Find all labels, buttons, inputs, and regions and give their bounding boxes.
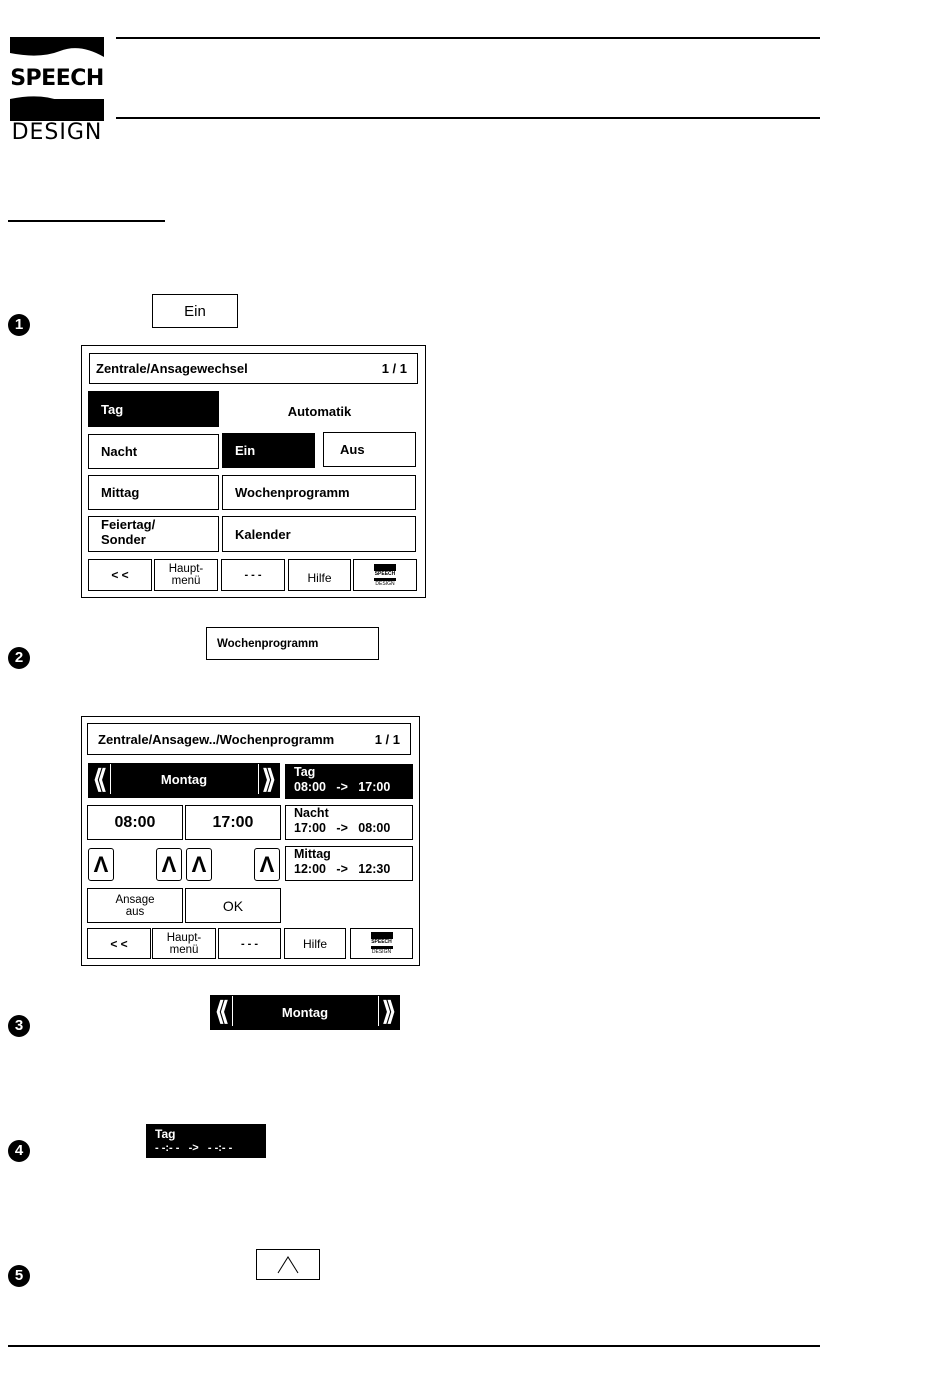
slot-nacht-name: Nacht	[294, 806, 329, 820]
more-button[interactable]	[218, 928, 281, 959]
slot-mittag-to: 12:30	[358, 862, 391, 876]
logo-icon-design: DESIGN	[371, 949, 392, 955]
screen2-title-bar	[87, 723, 411, 755]
header-rule-top	[116, 37, 820, 39]
up-arrow-icon: Λ	[259, 851, 275, 877]
ein-toggle-button[interactable]	[222, 433, 315, 468]
slot-tag-callout-times: - -:- - -> - -:- -	[155, 1142, 233, 1154]
prev-day-icon[interactable]: ⟪	[212, 996, 233, 1026]
mode-feiertag-label-1: Feiertag/	[101, 517, 156, 532]
day-selector-callout[interactable]	[210, 995, 400, 1030]
step-4-marker: 4	[8, 1140, 30, 1162]
logo-speech-text: SPEECH	[10, 66, 104, 91]
slot-tag[interactable]	[285, 764, 413, 799]
screen1-title-bar	[89, 353, 418, 384]
hilfe-label: Hilfe	[302, 936, 327, 951]
time-to-field[interactable]	[185, 805, 281, 840]
day-callout-label: Montag	[281, 1005, 329, 1020]
ein-toggle-label: Ein	[235, 443, 256, 458]
logo-button[interactable]	[350, 928, 413, 959]
back-label: < <	[111, 568, 129, 582]
hilfe-label: Hilfe	[307, 571, 332, 585]
mode-nacht-button[interactable]	[88, 434, 219, 469]
slot-tag-times	[286, 780, 412, 795]
hauptmenu-button[interactable]	[152, 928, 216, 959]
more-label: - - -	[244, 569, 262, 581]
up-arrow-callout-button[interactable]	[256, 1249, 320, 1280]
slot-mittag-times	[286, 862, 412, 877]
hour-to-up-button[interactable]	[186, 848, 212, 881]
slot-nacht-to: 08:00	[358, 821, 391, 835]
slot-mittag[interactable]	[285, 846, 413, 881]
wochenprogramm-button[interactable]	[222, 475, 416, 510]
header-rule-bottom	[116, 117, 820, 119]
logo-design-text: DESIGN	[11, 120, 103, 145]
slot-tag-from: 08:00	[294, 780, 326, 794]
back-button[interactable]	[87, 928, 151, 959]
logo-button[interactable]	[353, 559, 417, 591]
step-5-marker: 5	[8, 1265, 30, 1287]
slot-tag-to: 17:00	[358, 780, 391, 794]
minute-from-up-button[interactable]	[156, 848, 182, 881]
hauptmenu-label-1: Haupt-	[166, 931, 202, 944]
wochenprogramm-callout-label: Wochenprogramm	[217, 637, 319, 650]
mode-feiertag-button[interactable]	[88, 516, 219, 552]
mode-mittag-label: Mittag	[101, 485, 140, 500]
slot-nacht[interactable]	[285, 805, 413, 840]
time-from-field[interactable]	[87, 805, 183, 840]
step-1-marker: 1	[8, 314, 30, 336]
step-3-marker: 3	[8, 1015, 30, 1037]
automatik-label: Automatik	[287, 404, 352, 419]
minute-to-up-button[interactable]	[254, 848, 280, 881]
screen1-title: Zentrale/Ansagewechsel	[96, 361, 248, 376]
ok-label: OK	[222, 897, 244, 914]
wochenprogramm-callout-button[interactable]	[206, 627, 379, 660]
back-label: < <	[110, 936, 128, 951]
hilfe-button[interactable]	[284, 928, 346, 959]
logo-icon-design: DESIGN	[375, 580, 395, 587]
ein-button-label: Ein	[184, 302, 206, 320]
kalender-label: Kalender	[235, 526, 291, 542]
ein-button[interactable]	[152, 294, 238, 328]
more-label: - - -	[240, 937, 259, 950]
slot-nacht-arrow: ->	[336, 821, 348, 835]
mode-nacht-label: Nacht	[101, 444, 138, 459]
hauptmenu-label-2: menü	[171, 575, 201, 587]
ansage-label-1: Ansage	[115, 893, 155, 906]
mode-mittag-button[interactable]	[88, 475, 219, 510]
slot-tag-arrow: ->	[336, 780, 348, 794]
slot-tag-callout-name: Tag	[155, 1127, 176, 1141]
mode-tag-button[interactable]	[88, 391, 219, 427]
slot-nacht-times	[286, 821, 412, 836]
screen-wochenprogramm	[81, 716, 420, 966]
screen2-page: 1 / 1	[374, 731, 400, 747]
slot-mittag-from: 12:00	[294, 862, 326, 876]
time-to-value: 17:00	[212, 813, 254, 831]
screen1-page: 1 / 1	[381, 361, 407, 376]
hauptmenu-label-2: menü	[169, 943, 199, 956]
logo-icon-text: SPEECH	[374, 570, 396, 577]
mode-tag-label: Tag	[101, 401, 124, 417]
footer-rule	[8, 1345, 820, 1347]
aus-toggle-label: Aus	[340, 442, 365, 457]
wochenprogramm-label: Wochenprogramm	[235, 485, 350, 500]
ok-button[interactable]	[185, 888, 281, 923]
slot-tag-callout[interactable]	[146, 1124, 266, 1158]
up-arrow-icon	[276, 1255, 300, 1275]
ansage-label-2: aus	[125, 905, 145, 918]
section-underline	[8, 220, 165, 222]
up-arrow-icon: Λ	[191, 851, 207, 877]
kalender-button[interactable]	[222, 516, 416, 552]
slot-mittag-name: Mittag	[294, 847, 331, 861]
prev-day-icon[interactable]: ⟪	[90, 764, 111, 794]
step-2-marker: 2	[8, 647, 30, 669]
next-day-icon[interactable]: ⟫	[378, 996, 399, 1026]
slot-tag-name: Tag	[294, 765, 316, 779]
hilfe-button[interactable]	[288, 559, 351, 591]
slot-mittag-arrow: ->	[336, 862, 348, 876]
logo-icon-top	[371, 932, 393, 939]
mode-feiertag-label-2: Sonder	[101, 532, 146, 547]
day-selector	[88, 763, 280, 798]
up-arrow-icon: Λ	[93, 851, 109, 877]
ansage-aus-button[interactable]	[87, 888, 183, 923]
logo-icon-text: SPEECH	[371, 939, 392, 945]
hauptmenu-label-1: Haupt-	[168, 563, 204, 575]
up-arrow-icon: Λ	[161, 851, 177, 877]
back-button[interactable]	[88, 559, 152, 591]
next-day-icon[interactable]: ⟫	[258, 764, 279, 794]
hour-from-up-button[interactable]	[88, 848, 114, 881]
day-label: Montag	[160, 772, 208, 787]
slot-nacht-from: 17:00	[294, 821, 326, 835]
screen2-title: Zentrale/Ansagew../Wochenprogramm	[98, 731, 335, 747]
hauptmenu-button[interactable]	[154, 559, 218, 591]
aus-toggle-button[interactable]	[323, 432, 416, 467]
time-from-value: 08:00	[114, 813, 156, 831]
more-button[interactable]	[221, 559, 285, 591]
screen-ansagewechsel	[81, 345, 426, 598]
logo-icon-top	[374, 564, 396, 571]
